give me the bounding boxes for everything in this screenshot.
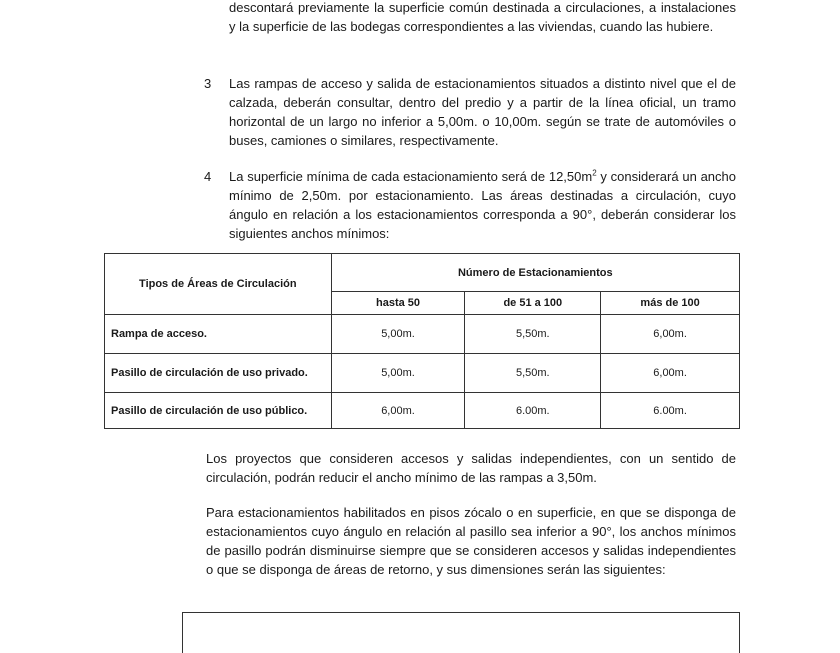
- table-row: [105, 354, 740, 393]
- item-4-text-a: La superficie mínima de cada estacionamiento será de 12,50m: [229, 169, 593, 184]
- subheader: hasta 50: [331, 292, 465, 315]
- paragraph-independent-access: Los proyectos que consideren accesos y salidas independientes, con un sentido de circulación, podrán reducir el ancho mínimo de las rampas a 3,50m.: [206, 451, 736, 485]
- item-3-number: 3: [204, 76, 212, 91]
- item-4-number: 4: [204, 169, 212, 184]
- row-label: Pasillo de circulación de uso privado.: [105, 354, 332, 393]
- table-row: [105, 393, 740, 429]
- subheader: más de 100: [601, 292, 740, 315]
- row-label: Pasillo de circulación de uso público.: [105, 393, 332, 429]
- circulation-width-table: [104, 253, 740, 429]
- cell-value: 6,00m.: [601, 354, 740, 393]
- subheader: de 51 a 100: [465, 292, 601, 315]
- item-4-sup: 2: [592, 168, 597, 178]
- paragraph-zocalo: Para estacionamientos habilitados en pisos zócalo o en superficie, en que se disponga de estacionamientos cuyo ángulo en relación al pasillo sea inferior a 90°, los anchos mínimos de pasillo podrán disminuirse siempre que se consideren accesos y salidas independientes o que se disponga de áreas de retorno, y sus dimensiones serán las siguientes:: [206, 505, 736, 577]
- col0-header: Tipos de Áreas de Circulación: [105, 254, 332, 315]
- cell-value: 6,00m.: [331, 393, 465, 429]
- item-4-paragraph: [229, 167, 736, 243]
- table-row: [105, 315, 740, 354]
- cell-value: 5,50m.: [465, 354, 601, 393]
- cell-value: 6.00m.: [601, 393, 740, 429]
- row-label: Rampa de acceso.: [105, 315, 332, 354]
- cell-value: 5,00m.: [331, 354, 465, 393]
- next-table-top: [182, 612, 740, 653]
- intro-paragraph: descontará previamente la superficie común destinada a circulaciones, a instalaciones y la superficie de las bodegas correspondientes a las viviendas, cuando las hubiere.: [229, 0, 736, 34]
- cell-value: 6.00m.: [465, 393, 601, 429]
- cell-value: 5,50m.: [465, 315, 601, 354]
- group-header: Número de Estacionamientos: [331, 254, 739, 292]
- cell-value: 5,00m.: [331, 315, 465, 354]
- item-3-paragraph: Las rampas de acceso y salida de estacionamientos situados a distinto nivel que el de calzada, deberán consultar, dentro del predio y a partir de la línea oficial, un tramo horizontal de un largo no inferior a 5,00m. o 10,00m. según se trate de automóviles o buses, camiones o similares, respectivamente.: [229, 76, 736, 148]
- item-4-text-b: y considerará un ancho mínimo de 2,50m. por estacionamiento. Las áreas destinadas a circulación, cuyo ángulo en relación a los estacionamientos corresponda a 90°, deberán considerar los siguientes anchos mínimos:: [229, 169, 736, 241]
- cell-value: 6,00m.: [601, 315, 740, 354]
